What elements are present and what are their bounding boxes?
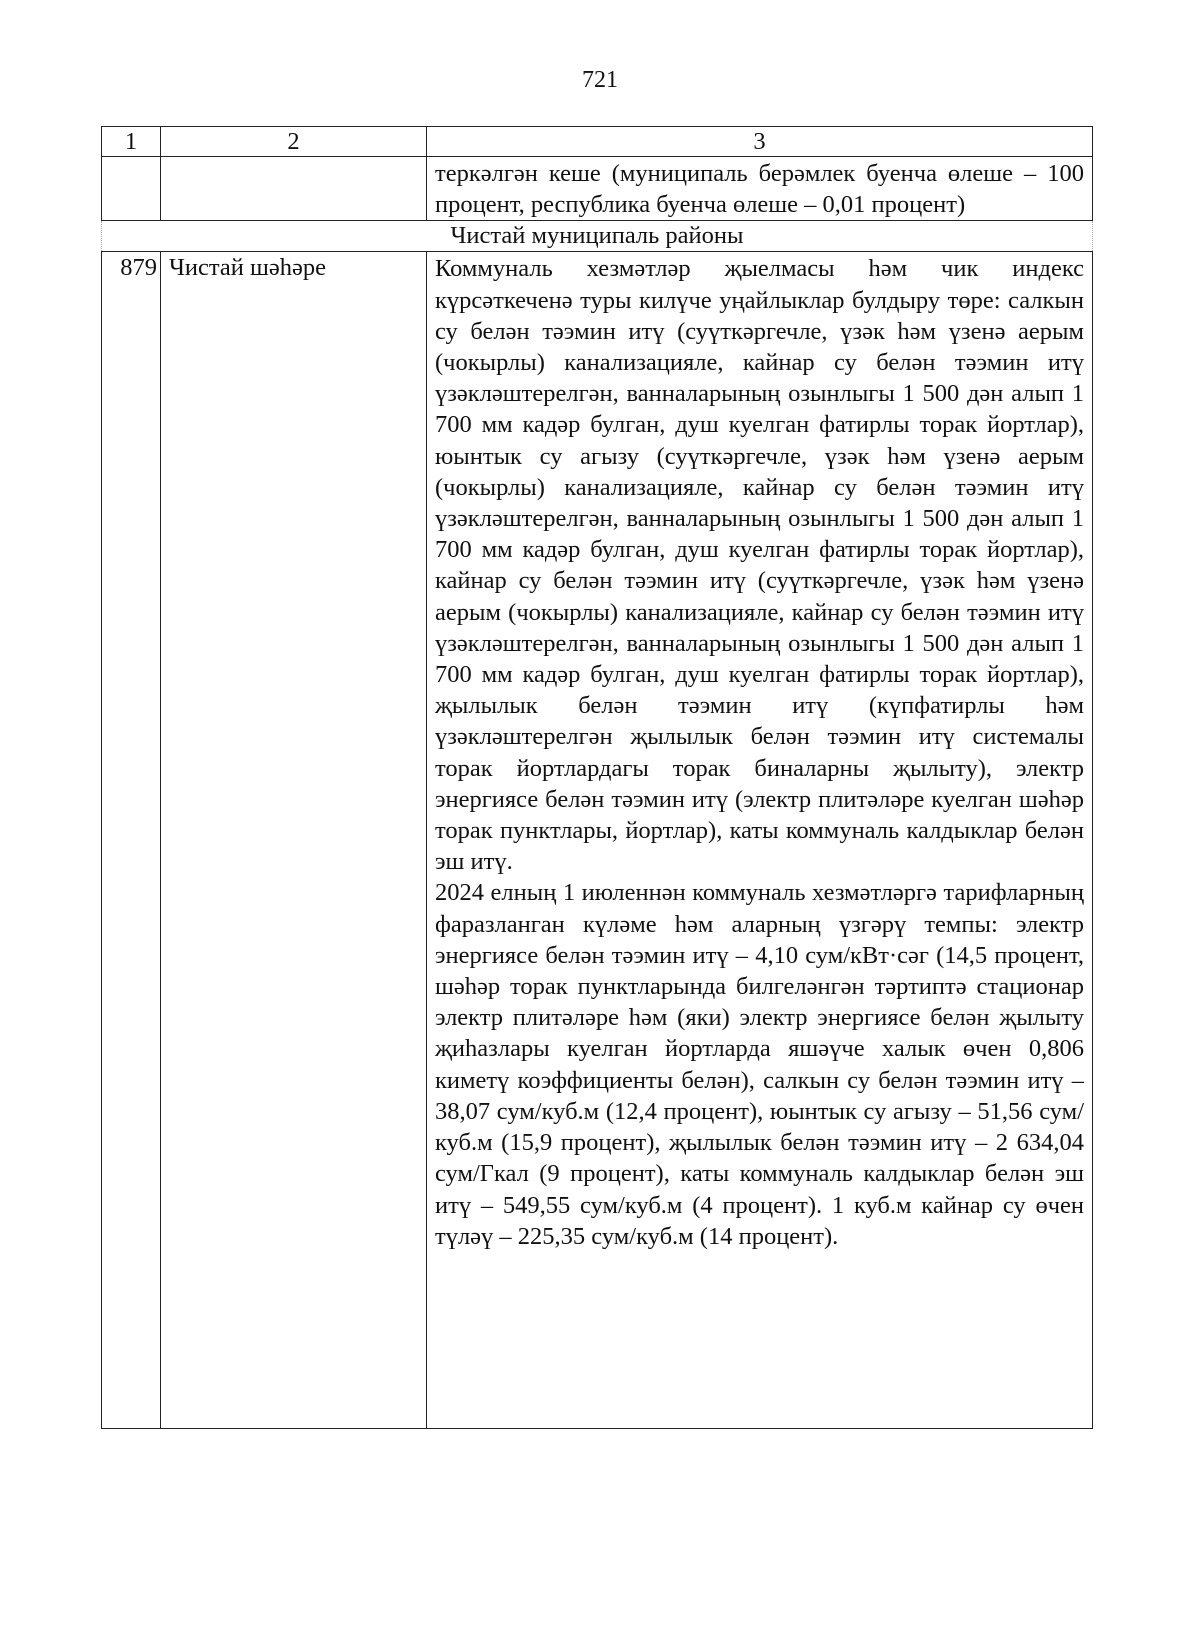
header-col-2: 2 bbox=[161, 127, 427, 157]
continued-num-cell bbox=[102, 157, 161, 221]
row-text-cell bbox=[427, 252, 1093, 1429]
section-title: Чистай муниципаль районы bbox=[102, 221, 1093, 252]
header-col-1: 1 bbox=[102, 127, 161, 157]
section-row bbox=[102, 221, 1093, 252]
document-table bbox=[101, 126, 1093, 1429]
continued-row bbox=[102, 157, 1093, 221]
row-name: Чистай шәһәре bbox=[161, 252, 427, 1429]
row-number: 879 bbox=[102, 252, 161, 1429]
header-row bbox=[102, 127, 1093, 157]
row-paragraph-2: 2024 елның 1 июленнән коммуналь хезмәтләргә тарифларның фаразланган күләме һәм аларның үзгәрү темпы: электр энергиясе белән тәэмин итү – 4,10 сум/кВт·сәг (14,5 процент, шәһәр торак пунктларында билгеләнгән тәртиптә стационар электр плитәләре һәм (яки) электр энергиясе белән җылыту җиһазлары куелган йортларда яшәүче халык өчен 0,806 киметү коэффициенты белән), салкын су белән тәэмин итү – 38,07 сум/куб.м (12,4 процент), юынтык су агызу – 51,56 сум/куб.м (15,9 процент), җылылык белән тәэмин итү – 2 634,04 сум/Гкал (9 процент), каты коммуналь калдыклар белән эш итү – 549,55 сум/куб.м (4 процент). 1 куб.м кайнар су өчен түләү – 225,35 сум/куб.м (14 процент). bbox=[435, 879, 1084, 1250]
page-number: 721 bbox=[582, 67, 618, 93]
table-row bbox=[102, 252, 1093, 1429]
row-paragraph-1: Коммуналь хезмәтләр җыелмасы һәм чик индекс күрсәткеченә туры килүче уңайлыклар булдыру төре: салкын су белән тәэмин итү (суүткәргечле, үзәк һәм үзенә аерым (чокырлы) канализацияле, кайнар су белән тәэмин итү үзәкләштерелгән, ванналарының озынлыгы 1 500 дән алып 1 700 мм кадәр булган, душ куелган фатирлы торак йортлар), юынтык су агызу (суүткәргечле, үзәк һәм үзенә аерым (чокырлы) канализацияле, кайнар су белән тәэмин итү үзәкләштерелгән, ванналарының озынлыгы 1 500 дән алып 1 700 мм кадәр булган, душ куелган фатирлы торак йортлар), кайнар су белән тәэмин итү (суүткәргечле, үзәк һәм үзенә аерым (чокырлы) канализацияле, кайнар су белән тәэмин итү үзәкләштерелгән, ванналарының озынлыгы 1 500 дән алып 1 700 мм кадәр булган, душ куелган фатирлы торак йортлар), җылылык белән тәэмин итү (күпфатирлы һәм үзәкләштерелгән җылылык белән тәэмин итү системалы торак йортлардагы торак биналарны җылыту), электр энергиясе белән тәэмин итү (электр плитәләре куелган шәһәр торак пунктлары, йортлар), каты коммуналь калдыклар белән эш итү. bbox=[435, 255, 1084, 876]
continued-name-cell bbox=[161, 157, 427, 221]
header-col-3: 3 bbox=[427, 127, 1093, 157]
continued-text-cell bbox=[427, 157, 1093, 221]
continued-text: теркәлгән кеше (муниципаль берәмлек буенча өлеше – 100 процент, республика буенча өлеше – 0,01 процент) bbox=[435, 160, 1084, 219]
